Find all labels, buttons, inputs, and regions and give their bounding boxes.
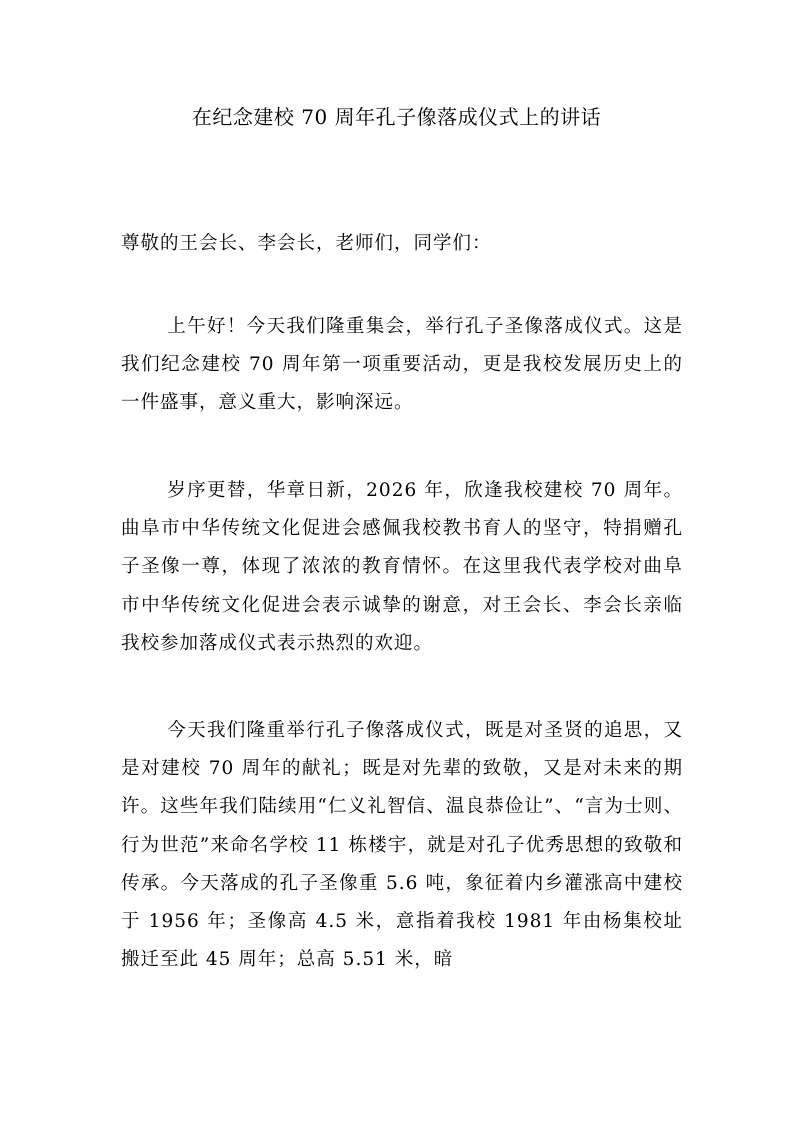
document-title: 在纪念建校 70 周年孔子像落成仪式上的讲话 xyxy=(191,105,602,129)
paragraph-3: 今天我们隆重举行孔子像落成仪式，既是对圣贤的追思，又是对建校 70 周年的献礼；既是对先辈的致敬，又是对未来的期许。这些年我们陆续用“仁义礼智信、温良恭俭让”、“言为士则、行为世范”来命名学校 11 栋楼宇，就是对孔子优秀思想的致敬和传承。今天落成的孔子圣像重 5.6 吨，象征着内乡灌涨高中建校于 1956 年；圣像高 4.5 米，意指着我校 1981 年由杨集校址搬迁至此 45 周年；总高 5.51 米，暗 xyxy=(121,720,683,971)
paragraph-2: 岁序更替，华章日新，2026 年，欣逢我校建校 70 周年。曲阜市中华传统文化促进会感佩我校教书育人的坚守，特捐赠孔子圣像一尊，体现了浓浓的教育情怀。在这里我代表学校对曲阜市中华传统文化促进会表示诚挚的谢意，对王会长、李会长亲临我校参加落成仪式表示热烈的欢迎。 xyxy=(121,480,683,654)
paragraph-1: 上午好！今天我们隆重集会，举行孔子圣像落成仪式。这是我们纪念建校 70 周年第一项重要活动，更是我校发展历史上的一件盛事，意义重大，影响深远。 xyxy=(121,316,683,414)
salutation: 尊敬的王会长、李会长，老师们，同学们： xyxy=(121,233,492,254)
